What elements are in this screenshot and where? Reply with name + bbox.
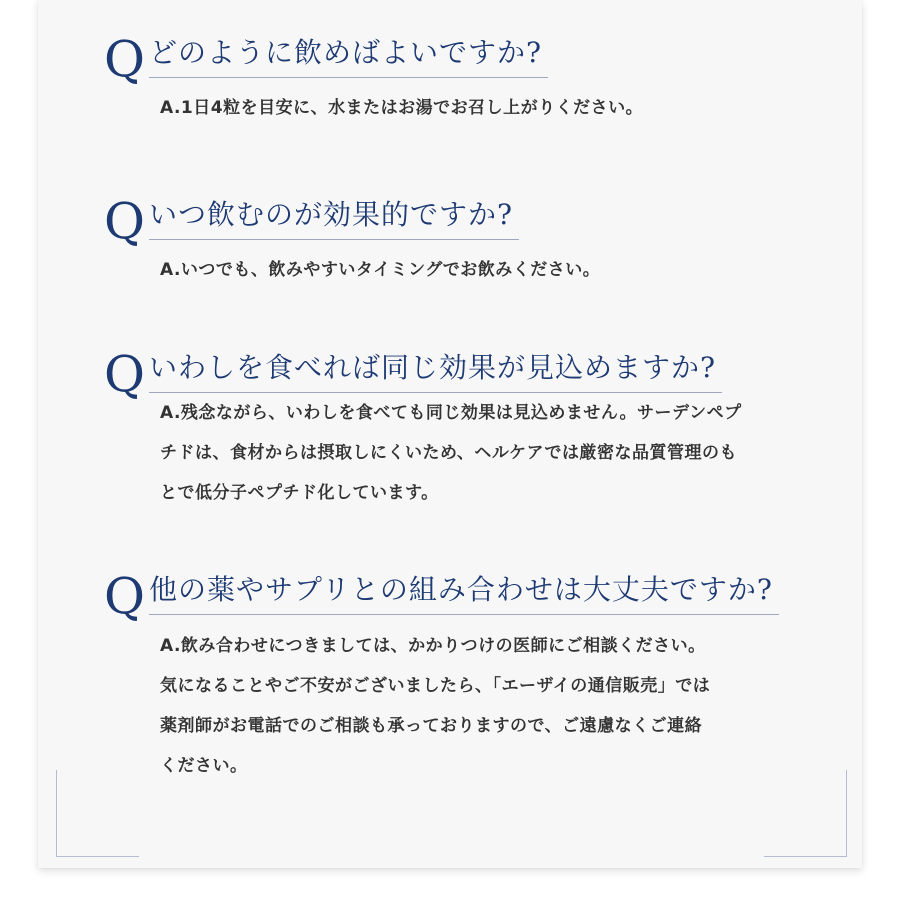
q-mark: Q — [104, 30, 145, 88]
answer-line: チドは、食材からは摂取しにくいため、ヘルケアでは厳密な品質管理のも — [160, 443, 737, 463]
answer-3 — [160, 393, 820, 513]
answer-line: A.残念ながら、いわしを食べても同じ効果は見込めません。サーデンペプ — [160, 403, 742, 423]
question-heading-2 — [104, 190, 519, 250]
answer-1 — [160, 88, 820, 128]
answer-4 — [160, 626, 820, 786]
answer-line: 薬剤師がお電話でのご相談も承っておりますので、ご遠慮なくご連絡 — [160, 716, 703, 736]
question-heading-1 — [104, 28, 548, 88]
answer-line: A.飲み合わせにつきましては、かかりつけの医師にご相談ください。 — [160, 636, 706, 656]
question-text: どのように飲めばよいですか? — [149, 35, 548, 78]
answer-line: とで低分子ペプチド化しています。 — [160, 483, 439, 503]
corner-bracket-left — [56, 770, 139, 857]
answer-line: 気になることやご不安がございましたら、「エーザイの通信販売」では — [160, 676, 711, 696]
q-mark: Q — [104, 192, 145, 250]
q-mark: Q — [104, 567, 145, 625]
question-heading-4 — [104, 565, 779, 625]
question-text: いわしを食べれば同じ効果が見込めますか? — [149, 350, 722, 393]
question-text: 他の薬やサプリとの組み合わせは大丈夫ですか? — [149, 572, 779, 615]
question-heading-3 — [104, 343, 722, 403]
answer-2 — [160, 250, 820, 290]
answer-line: ください。 — [160, 756, 248, 776]
corner-bracket-right — [764, 770, 847, 857]
q-mark: Q — [104, 345, 145, 403]
answer-line: A.いつでも、飲みやすいタイミングでお飲みください。 — [160, 260, 601, 280]
question-text: いつ飲むのが効果的ですか? — [149, 197, 519, 240]
answer-line: A.1日4粒を目安に、水またはお湯でお召し上がりください。 — [160, 98, 644, 118]
